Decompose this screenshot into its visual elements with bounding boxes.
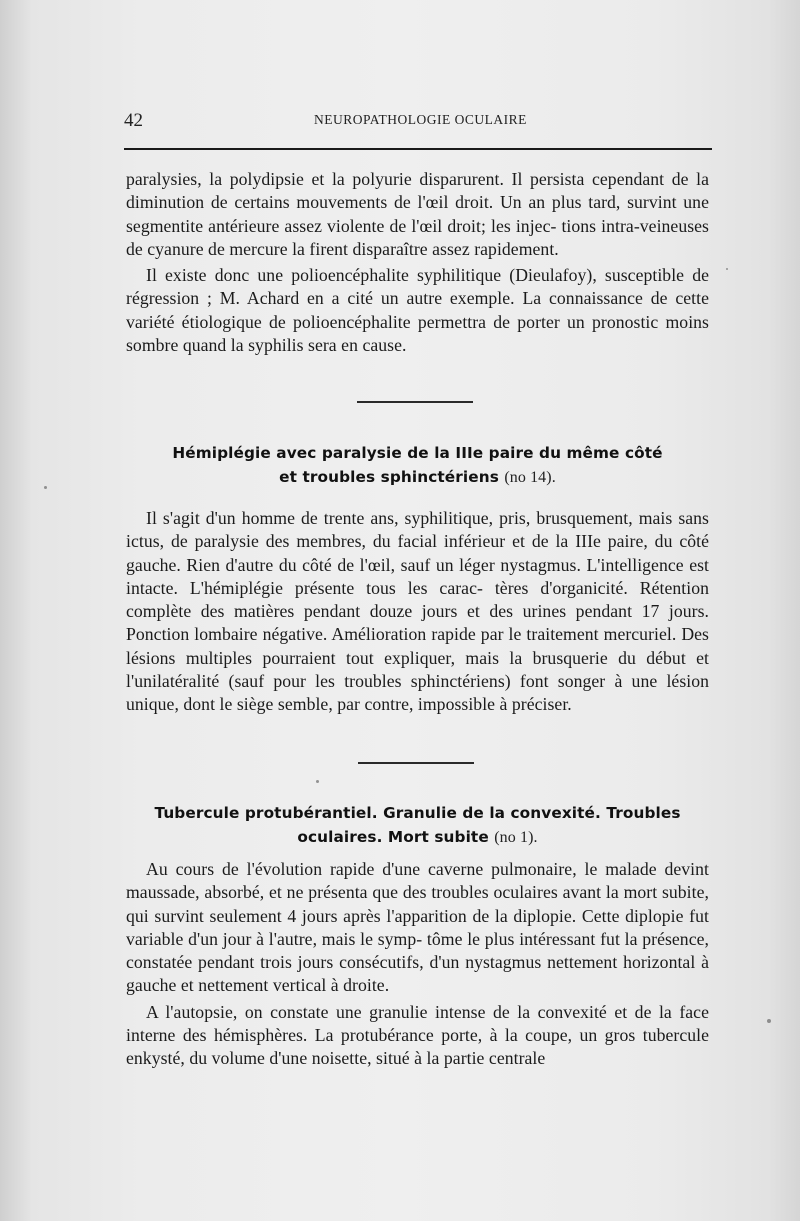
scan-speck [767,1019,771,1023]
heading-line-2 [126,465,709,490]
section-polioencephalite [126,168,709,357]
text-line: devint maussade, absorbé, et ne présenta que des troubles oculaires [126,859,709,903]
text-line: de la diplopie. Cette diplopie fut variable d'un jour à l'autre, mais le symp- [126,905,709,949]
section-tubercule-case [126,858,709,1071]
text-line: face interne des hémisphères. La protubérance porte, à la coupe, un gros [126,1001,709,1046]
page-header [124,106,710,136]
heading-hemiplegie [126,441,709,490]
text-line: rapidement. [474,238,559,259]
paragraph-2 [126,264,709,357]
paragraph-4 [126,858,709,998]
section-separator [357,401,473,403]
case-reference: (no 14). [504,469,556,486]
page-number: 42 [124,110,143,131]
running-title: NEUROPATHOLOGIE OCULAIRE [314,112,527,127]
heading-line-2-text: et troubles sphinctériens [279,468,499,486]
text-line: nystagmus. L'intelligence est intacte. L'hémiplégie présente tous les carac- [126,554,709,598]
text-line: tôme le plus intéressant fut la présence, constatée pendant trois jours [126,928,709,973]
scan-speck [44,486,47,489]
paragraph-5 [126,1001,709,1071]
text-line: semble, par contre, impossible à préciser. [277,694,572,715]
text-line: A l'autopsie, on constate une granulie intense de la convexité et de la [146,1001,672,1022]
text-line: tubercule enkysté, du volume d'une noisette, situé à la partie centrale [126,1025,709,1069]
text-line: survint une segmentite antérieure assez violente de l'œil droit; les injec- [126,192,709,236]
heading-line-1: Tubercule protubérantiel. Granulie de la convexité. Troubles [154,804,681,822]
text-line: consécutifs, d'un nystagmus nettement horizontal à gauche et nettement [126,952,709,996]
heading-line-1: Hémiplégie avec paralysie de la IIIe paire du même côté [172,444,663,462]
text-line: expliquer, mais la brusquerie du début et l'unilatéralité (sauf pour les [126,647,709,692]
header-rule [124,148,712,150]
text-line: Il s'agit d'un homme de trente ans, syphilitique, pris, brusquement, [146,508,633,528]
heading-line-2 [126,825,709,850]
text-line: et des urines pendant 17 jours. Ponction lombaire négative. Amélioration [126,601,709,645]
text-line: de la diminution de certains mouvements de l'œil droit. Un an plus tard, [126,169,709,213]
text-line: de régression ; M. Achard en a cité un autre exemple. La connaissance [126,265,709,309]
text-line: avant la mort subite, qui survint seulement 4 jours après l'apparition [126,882,709,926]
section-separator [358,762,474,764]
text-line: Au cours de l'évolution rapide d'une caverne pulmonaire, le malade [146,859,657,879]
text-line: tères d'organicité. Rétention complète des matières pendant douze jours [126,577,709,622]
text-line: rapide par le traitement mercuriel. Des lésions multiples pourraient tout [126,624,709,668]
text-line: pronostic moins sombre quand la syphilis sera en cause. [126,311,709,356]
scan-speck [726,268,728,270]
text-line: paralysies, la polydipsie et la polyurie disparurent. Il persista cependant [126,169,665,189]
text-line: tions intra-veineuses de cyanure de mercure la firent disparaître assez [126,215,709,259]
heading-line-2-text: oculaires. Mort subite [297,828,489,846]
text-line: vertical à droite. [272,975,390,996]
section-hemiplegie-case [126,507,709,717]
text-line: mais sans ictus, de paralysie des membres, du facial inférieur et de la [126,508,709,552]
scan-speck [316,780,319,783]
heading-tubercule [126,801,709,850]
text-line: Il existe donc une polioencéphalite syphilitique (Dieulafoy), susceptible [146,265,685,286]
case-reference: (no 1). [494,829,538,846]
text-line: IIIe paire, du côté gauche. Rien d'autre du côté de l'œil, sauf un léger [126,531,709,575]
paragraph-3 [126,507,709,717]
paragraph-1 [126,168,709,261]
text-line: de cette variété étiologique de polioencéphalite permettra de porter un [126,288,709,332]
text-line: troubles sphinctériens) font songer à une lésion unique, dont le siège [126,671,709,715]
